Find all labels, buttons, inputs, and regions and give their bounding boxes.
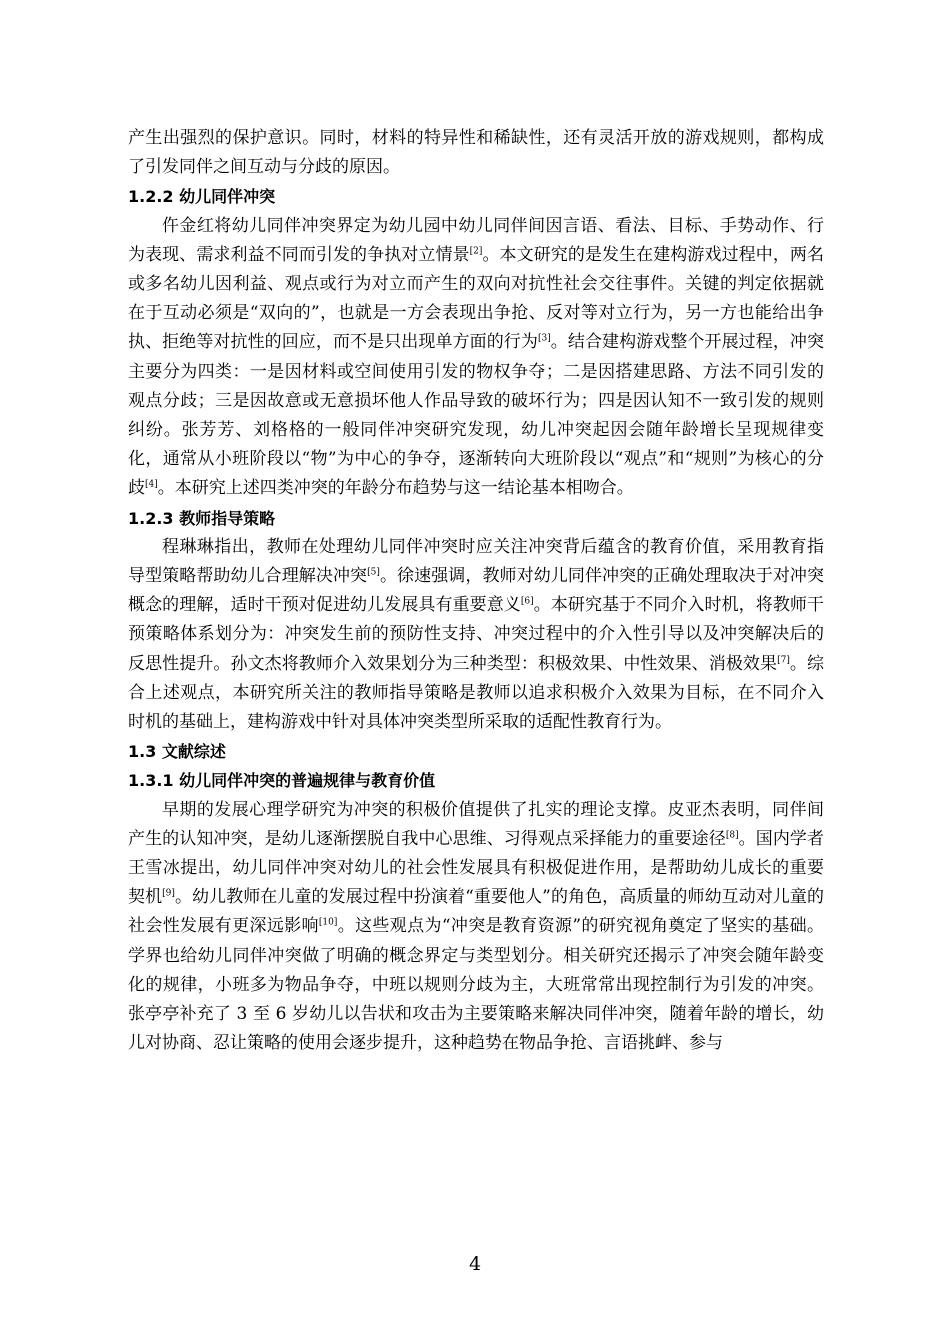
citation-ref: [9] — [162, 888, 175, 899]
citation-ref: [5] — [367, 567, 380, 578]
paragraph-text: 。结合建构游戏整个开展过程，冲突主要分为四类：一是因材料或空间使用引发的物权争夺；二是因搭建思路、方法不同引发的观点分歧；三是因故意或无意损坏他人作品导致的破坏行为；四是因认知不一致引发的规则纠纷。张芳芳、刘格格的一般同伴冲突研究发现，幼儿冲突起因会随年龄增长呈现规律变化，通常从小班阶段以“物”为中心的争夺，逐渐转向大班阶段以“观点”和“规则”为核心的分歧 — [128, 332, 825, 499]
paragraph-text: 。幼儿教师在儿童的发展过程中扮演着“重要他人”的角色，高质量的师幼互动对儿童的社会性发展有更深远影响 — [128, 887, 824, 937]
paragraph-peer-conflict — [128, 212, 824, 504]
section-heading-1-2-2: 1.2.2 幼儿同伴冲突 — [128, 187, 276, 207]
paragraph-text: 程琳琳指出，教师在处理幼儿同伴冲突时应关注冲突背后蕴含的教育价值，采用教育指导型策略帮助幼儿合理解决冲突 — [128, 536, 824, 587]
paragraph-text: 仵金红将幼儿同伴冲突界定为幼儿园中幼儿同伴间因言语、看法、目标、手势动作、行为表现、需求利益不同而引发的争执对立情景 — [128, 215, 824, 265]
paragraph-continued: 产生出强烈的保护意识。同时，材料的特异性和稀缺性，还有灵活开放的游戏规则，都构成了引发同伴之间互动与分歧的原因。 — [128, 128, 824, 178]
paragraph-text: 。这些观点为“冲突是教育资源”的研究视角奠定了坚实的基础。学界也给幼儿同伴冲突做了明确的概念界定与类型划分。相关研究还揭示了冲突会随年龄变化的规律，小班多为物品争夺，中班以规则分歧为主，大班常常出现控制行为引发的冲突。张亭亭补充了 3 至 6 岁幼儿以告状和攻击为主要策略来解决同伴冲突，随着年龄的增长，幼儿对协商、忍让策略的使用会逐步提升，这种趋势在物品争抢、言语挑衅、参与 — [128, 916, 824, 1054]
paragraph-teacher-strategy — [128, 533, 824, 737]
paragraph-text: 。本研究基于不同介入时机，将教师干预策略体系划分为：冲突发生前的预防性支持、冲突过程中的介入性引导以及冲突解决后的反思性提升。孙文杰将教师介入效果划分为三种类型：积极效果、中性效果、消极效果 — [128, 595, 825, 674]
page-body — [128, 124, 824, 1059]
citation-ref: [6] — [520, 596, 534, 607]
paragraph-text: 早期的发展心理学研究为冲突的积极价值提供了扎实的理论支撑。皮亚杰表明，同伴间产生的认知冲突，是幼儿逐渐摆脱自我中心思维、习得观点采择能力的重要途径 — [128, 799, 824, 849]
citation-ref: [4] — [145, 479, 158, 490]
paragraph-text: 。综合上述观点，本研究所关注的教师指导策略是教师以追求积极介入效果为目标，在不同介入时机的基础上，建构游戏中针对具体冲突类型所采取的适配性教育行为。 — [128, 653, 825, 733]
paragraph-text: 。本研究上述四类冲突的年龄分布趋势与这一结论基本相吻合。 — [157, 478, 634, 499]
paragraph-text: 。徐速强调，教师对幼儿同伴冲突的正确处理取决于对冲突概念的理解，适时干预对促进幼儿发展具有重要意义 — [128, 566, 825, 616]
paragraph-literature — [128, 796, 824, 1059]
page-number: 4 — [468, 1253, 482, 1275]
citation-ref: [8] — [725, 830, 739, 841]
paragraph-text: 。国内学者王雪冰提出，幼儿同伴冲突对幼儿的社会性发展具有积极促进作用，是帮助幼儿成长的重要契机 — [128, 828, 825, 908]
citation-ref: [10] — [318, 917, 338, 928]
citation-ref: [7] — [777, 655, 790, 665]
paragraph-text: 。本文研究的是发生在建构游戏过程中，两名或多名幼儿因利益、观点或行为对立而产生的双向对抗性社会交往事件。关键的判定依据就在于互动必须是“双向的”，也就是一方会表现出争抢、反对等对立行为，另一方也能给出争执、拒绝等对抗性的回应，而不是只出现单方面的行为 — [128, 244, 824, 353]
section-heading-1-3: 1.3 文献综述 — [128, 742, 226, 762]
citation-ref: [2] — [469, 246, 483, 257]
section-heading-1-2-3: 1.2.3 教师指导策略 — [128, 508, 276, 528]
citation-ref: [3] — [537, 333, 551, 344]
section-heading-1-3-1: 1.3.1 幼儿同伴冲突的普遍规律与教育价值 — [128, 771, 436, 791]
